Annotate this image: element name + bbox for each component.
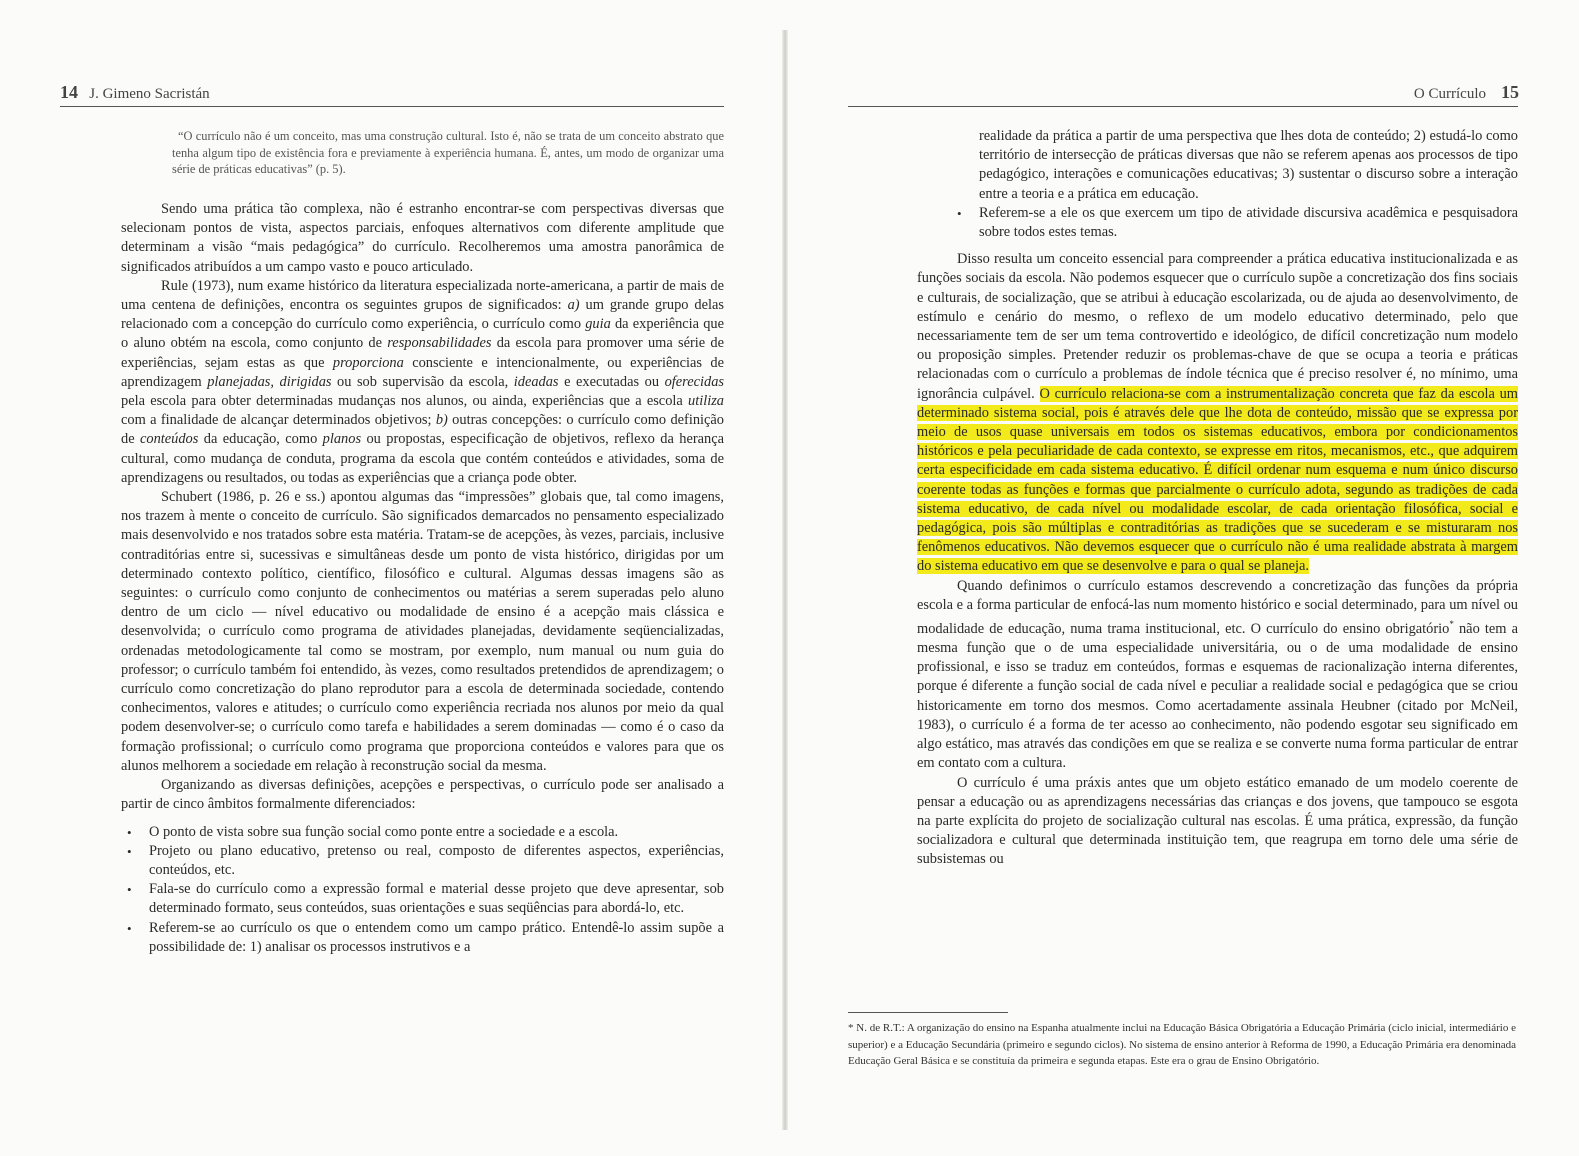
block-quote: “O currículo não é um conceito, mas uma construção cultural. Isto é, não se trata de um conceito abstrato que tenha algum tipo de existência fora e previamente à experiência humana. É, antes, um modo de organizar uma série de práticas educativas” (p. 5). [172, 129, 724, 177]
paragraph: O currículo é uma práxis antes que um objeto estático emanado de um modelo coerente de pensar a educação ou as aprendizagens necessárias das crianças e dos jovens, que tampouco se esgota na parte explícita do projeto de socialização cultural nas escolas. É uma prática, expressão, da função socializadora e cultural que determinada instituição tem, que reagrupa em torno dele uma série de subsistemas ou [917, 774, 1518, 868]
footnote: * N. de R.T.: A organização do ensino na Espanha atualmente inclui na Educação Básica Obrigatória a Educação Primária (ciclo inicial, intermediário e superior) e a Educação Secundária (primeiro e segundo ciclos). No sistema de ensino anterior à Reforma de 1990, a Educação Primária era denominada Educação Geral Básica e se constituía da primeira e segunda etapas. Este era o grau de Ensino Obrigatório. [848, 1022, 1516, 1067]
list-item: • Referem-se a ele os que exercem um tipo de atividade discursiva acadêmica e pesquisadora sobre todos estes temas. [917, 204, 1518, 242]
paragraph-highlighted: Disso resulta um conceito essencial para compreender a prática educativa institucionalizada e as funções sociais da escola. Não podemos esquecer que o currículo supõe a concretização dos fins sociais e culturais, de socialização, que se atribui à educação escolarizada, ou de ajuda ao desenvolvimento, de estímulo e cenário do mesmo, o reflexo de um modelo educativo determinado, pelo que necessariamente tem de ser um tema controvertido e ideológico, de difícil concretização num modelo ou proposição simples. Pretender reduzir os problemas-chave de que se ocupa a teoria e práticas relacionadas com o currículo a problemas de índole técnica que é preciso resolver é, no mínimo, uma ignorância culpável. O currículo relaciona-se com a instrumentalização concreta que faz da escola um determinado sistema social, pois é através dele que lhe dota de conteúdo, missão que se expressa por meio de usos quase universais em todos os sistemas educativos, embora por condicionamentos históricos e pela peculiaridade de cada contexto, se expresse em ritos, mecanismos, etc., que adquirem certa especificidade em cada sistema educativo. É difícil ordenar num esquema e num único discurso coerente todas as funções e formas que parcialmente o currículo adota, segundo as tradições de cada sistema educativo, de cada nível ou modalidade escolar, de cada orientação filosófica, social e pedagógica, pois são múltiplas e contraditórias as tradições que se sucederam e se misturaram nos fenômenos educativos. Não devemos esquecer que o currículo não é uma realidade abstrata à margem do sistema educativo em que se desenvolve e para o qual se planeja. [917, 251, 1518, 575]
right-body-text [917, 127, 1518, 870]
bullet-list [917, 127, 1518, 242]
footnote-rule [848, 1012, 1008, 1013]
paragraph: Sendo uma prática tão complexa, não é estranho encontrar-se com perspectivas diversas que selecionam pontos de vista, aspectos parciais, enfoques alternativos com diferente amplitude que determinam a visão “mais pedagógica” do currículo. Recolheremos uma amostra panorâmica de significados atribuídos a um campo vasto e pouco articulado. [121, 201, 724, 275]
page-number-left: 14 [60, 82, 78, 102]
left-running-header [60, 82, 210, 103]
author-name: J. Gimeno Sacristán [89, 86, 210, 102]
paragraph: Schubert (1986, p. 26 e ss.) apontou algumas das “impressões” globais que, tal como imagens, nos trazem à mente o conceito de currículo. São significados demarcados no pensamento especializado mais desenvolvido e nos tratados sobre esta matéria. Tratam-se de acepções, às vezes, parciais, inclusive contraditórias entre si, sucessivas e simultâneas desde um ponto de vista histórico, dirigidas por um determinado contexto político, científico, filosófico e cultural. Algumas dessas imagens são as seguintes: o currículo como conjunto de conhecimentos ou matérias a serem superadas pelo aluno dentro de um ciclo — nível educativo ou modalidade de ensino é a acepção mais clássica e desenvolvida; o currículo como programa de atividades planejadas, devidamente seqüencializadas, ordenadas metodologicamente tal como se mostram, por exemplo, num manual ou num guia do professor; o currículo também foi entendido, às vezes, como resultados pretendidos de aprendizagem; o currículo como concretização do plano reprodutor para a escola de determinada sociedade, contendo conhecimentos, valores e atitudes; o currículo como experiência recriada nos alunos por meio da qual podem desenvolver-se; o currículo como tarefa e habilidades a serem dominadas — como é o caso da formação profissional; o currículo como programa que proporciona conteúdos e valores para que os alunos melhorem a sociedade em relação à reconstrução social da mesma. [121, 489, 724, 774]
highlighted-passage: O currículo relaciona-se com a instrumentalização concreta que faz da escola um determinado sistema social, pois é através dele que lhe dota de conteúdo, missão que se expressa por meio de usos quase universais em todos os sistemas educativos, embora por condicionamentos históricos e pela peculiaridade de cada contexto, se expresse em ritos, mecanismos, etc., que adquirem certa especificidade em cada sistema educativo. É difícil ordenar num esquema e num único discurso coerente todas as funções e formas que parcialmente o currículo adota, segundo as tradições de cada sistema educativo, de cada nível ou modalidade escolar, de cada orientação filosófica, social e pedagógica, pois são múltiplas e contraditórias as tradições que se sucederam e se misturaram nos fenômenos educativos. Não devemos esquecer que o currículo não é uma realidade abstrata à margem do sistema educativo em que se desenvolve e para o qual se planeja. [917, 385, 1518, 575]
list-item: • Referem-se ao currículo os que o entendem como um campo prático. Entendê-lo assim supõe a possibilidade de: 1) analisar os processos instrutivos e a [121, 919, 724, 957]
header-rule-right [848, 106, 1518, 107]
list-item: • O ponto de vista sobre sua função social como ponte entre a sociedade e a escola. [121, 823, 724, 842]
list-item-continued: realidade da prática a partir de uma perspectiva que lhes dota de conteúdo; 2) estudá-lo como território de intersecção de práticas diversas que não se referem apenas aos processos de tipo pedagógico, interações e comunicações educativas; 3) sustentar o discurso sobre a interação entre a teoria e a prática em educação. [979, 128, 1518, 202]
left-page [0, 0, 782, 1156]
paragraph: Rule (1973), num exame histórico da literatura especializada norte-americana, a partir de mais de uma centena de definições, encontra os seguintes grupos de significados: a) um grande grupo delas relacionado com a concepção do currículo como experiência, o currículo como guia da experiência que o aluno obtém na escola, como conjunto de responsabilidades da escola para promover uma série de experiências, sejam estas as que proporciona consciente e intencionalmente, ou experiências de aprendizagem planejadas, dirigidas ou sob supervisão da escola, ideadas e executadas ou oferecidas pela escola para obter determinadas mudanças nos alunos, ou ainda, experiências que a escola utiliza com a finalidade de alcançar determinados objetivos; b) outras concepções: o currículo como definição de conteúdos da educação, como planos ou propostas, especificação de objetivos, reflexo da herança cultural, como mudança de conduta, programa da escola que contém conteúdos e atividades, soma de aprendizagens ou resultados, ou todas as experiências que a criança pode obter. [121, 277, 725, 486]
paragraph: Quando definimos o currículo estamos descrevendo a concretização das funções da própria escola e a forma particular de enfocá-las num momento histórico e social determinado, para um nível ou modalidade de educação, numa trama institucional, etc. O currículo do ensino obrigatório* não tem a mesma função que o de uma especialidade universitária, ou o de uma modalidade de ensino profissional, e isso se traduz em conteúdos, formas e esquemas de racionalização interna diferentes, porque é diferente a função social de cada nível e peculiar a realidade social e pedagógica que se criou historicamente em torno dos mesmos. Como acertadamente assinala Heubner (citado por McNeil, 1983), o currículo é a forma de ter acesso ao conhecimento, não podendo esgotar seu significado em algo estático, mas através das condições em que se realiza e se converte numa forma particular de entrar em contato com a cultura. [917, 577, 1518, 772]
left-body-text [121, 200, 724, 957]
page-number-right: 15 [1501, 82, 1519, 102]
bullet-list [121, 823, 724, 957]
right-running-header [1414, 82, 1519, 103]
paragraph: Organizando as diversas definições, acepções e perspectivas, o currículo pode ser analisado a partir de cinco âmbitos formalmente diferenciados: [121, 777, 724, 813]
header-rule-left [60, 106, 724, 107]
chapter-title: O Currículo [1413, 86, 1486, 102]
list-item: • Projeto ou plano educativo, pretenso ou real, composto de diferentes aspectos, experiências, conteúdos, etc. [121, 842, 724, 880]
list-item: • Fala-se do currículo como a expressão formal e material desse projeto que deve apresentar, sob determinado formato, seus conteúdos, suas orientações e suas seqüências para abordá-lo, etc. [121, 880, 724, 918]
